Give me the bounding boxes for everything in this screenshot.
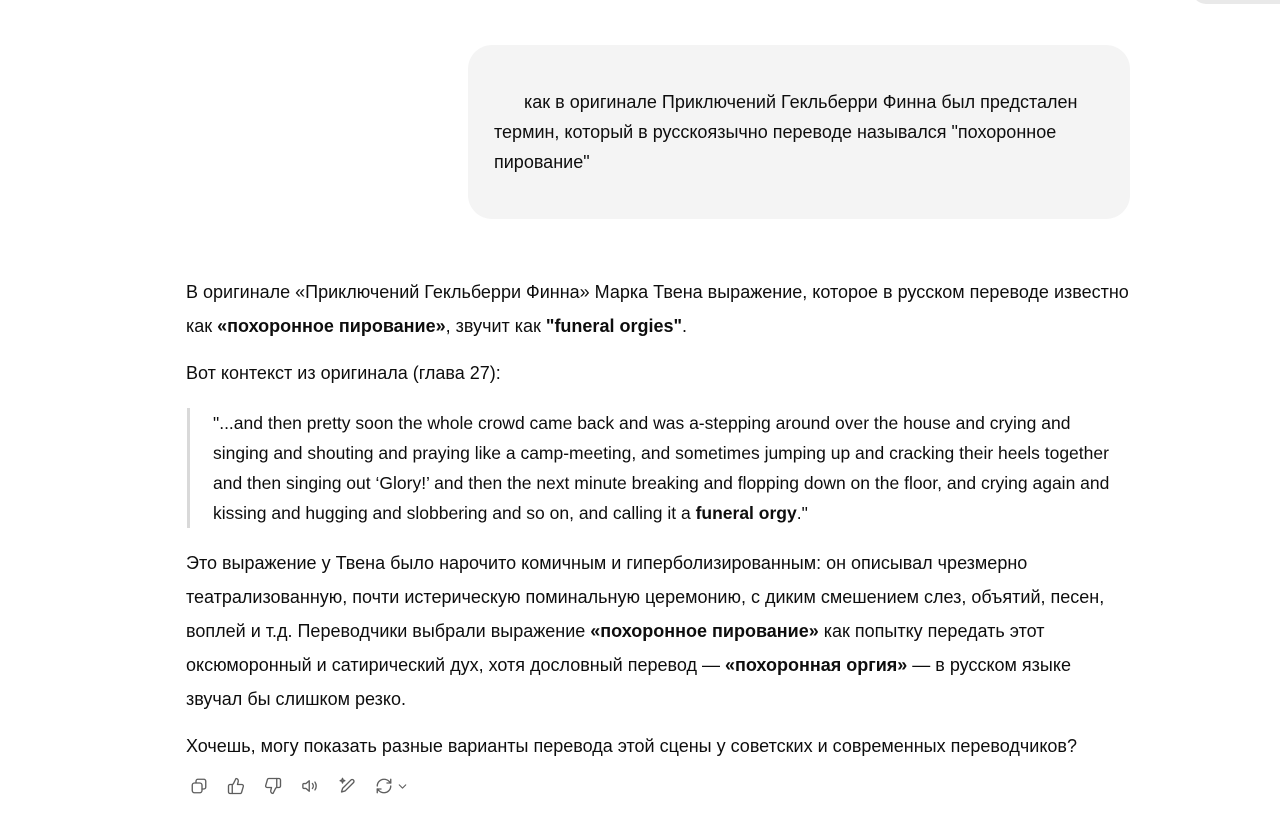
copy-icon: [190, 777, 208, 795]
chat-conversation: [186, 0, 1130, 795]
assistant-paragraph-2: Вот контекст из оригинала (глава 27):: [186, 363, 501, 383]
previous-bubble-cutoff-edge: [1192, 0, 1280, 4]
thumbs-up-button[interactable]: [227, 777, 245, 795]
thumbs-down-icon: [264, 777, 282, 795]
speaker-icon: [301, 777, 319, 795]
quote-block: [187, 408, 1130, 528]
user-message-row: [186, 45, 1130, 219]
thumbs-up-icon: [227, 777, 245, 795]
thumbs-down-button[interactable]: [264, 777, 282, 795]
copy-button[interactable]: [190, 777, 208, 795]
assistant-paragraph-1: В оригинале «Приключений Гекльберри Финна» Марка Твена выражение, которое в русском переводе известно как «похоронное пирование», звучит как "funeral orgies".: [186, 282, 1129, 336]
assistant-paragraph-4: Хочешь, могу показать разные варианты перевода этой сцены у советских и современных переводчиков?: [186, 736, 1077, 756]
assistant-paragraph-3: Это выражение у Твена было нарочито комичным и гиперболизированным: он описывал чрезмерно театрализованную, почти истерическую поминальную церемонию, с диким смешением слез, объятий, песен, воплей и т.д. Переводчики выбрали выражение «похоронное пирование» как попытку передать этот оксюморонный и сатирический дух, хотя дословный перевод — «похоронная оргия» — в русском языке звучал бы слишком резко.: [186, 553, 1105, 709]
assistant-message: [186, 275, 1130, 795]
user-message-text: как в оригинале Приключений Гекльберри Финна был предстален термин, который в русскоязычно переводе назывался "похоронное пирование": [494, 92, 1083, 172]
read-aloud-button[interactable]: [301, 777, 319, 795]
regenerate-button[interactable]: [375, 777, 409, 795]
message-actions-toolbar: [190, 777, 1130, 795]
edit-button[interactable]: [338, 777, 356, 795]
pencil-sparkle-icon: [338, 777, 356, 795]
quote-text: "...and then pretty soon the whole crowd came back and was a-stepping around over the house and crying and singing and shouting and praying like a camp-meeting, and sometimes jumping up and cracking their heels together and then singing out ‘Glory!’ and then the next minute breaking and flopping down on the floor, and crying again and kissing and hugging and slobbering and so on, and calling it a funeral orgy.": [213, 413, 1110, 523]
user-message-bubble: [468, 45, 1130, 219]
chevron-down-icon: [396, 780, 409, 793]
refresh-icon: [375, 777, 393, 795]
